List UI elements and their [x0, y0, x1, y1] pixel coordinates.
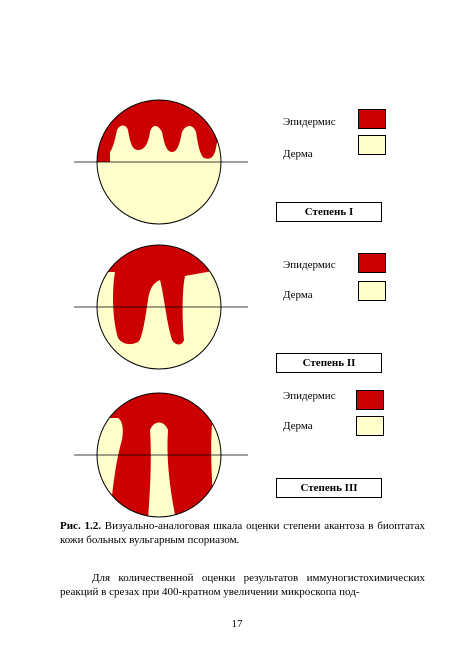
dermis-swatch — [356, 416, 384, 436]
body-paragraph: Для количественной оценки результатов иммуногистохимических реакций в срезах при 400-кратном увеличении микроскопа под- — [60, 572, 425, 598]
epidermis-swatch — [358, 109, 386, 129]
dermis-label: Дерма — [283, 148, 313, 160]
epidermis-label: Эпидермис — [283, 390, 336, 402]
page-number: 17 — [231, 618, 243, 630]
epidermis-swatch — [358, 253, 386, 273]
grade-label: Степень I — [276, 202, 382, 222]
figure-caption — [60, 519, 425, 547]
epidermis-label: Эпидермис — [283, 259, 336, 271]
epidermis-label: Эпидермис — [283, 116, 336, 128]
grade-label: Степень II — [276, 353, 382, 373]
grade-label: Степень III — [276, 478, 382, 498]
epidermis-swatch — [356, 390, 384, 410]
dermis-swatch — [358, 135, 386, 155]
dermis-swatch — [358, 281, 386, 301]
caption-prefix: Рис. 1.2. — [60, 520, 101, 532]
caption-text: Визуально-аналоговая шкала оценки степени акантоза в биоптатах кожи больных вульгарным псориазом. — [60, 520, 425, 546]
dermis-label: Дерма — [283, 289, 313, 301]
dermis-label: Дерма — [283, 420, 313, 432]
